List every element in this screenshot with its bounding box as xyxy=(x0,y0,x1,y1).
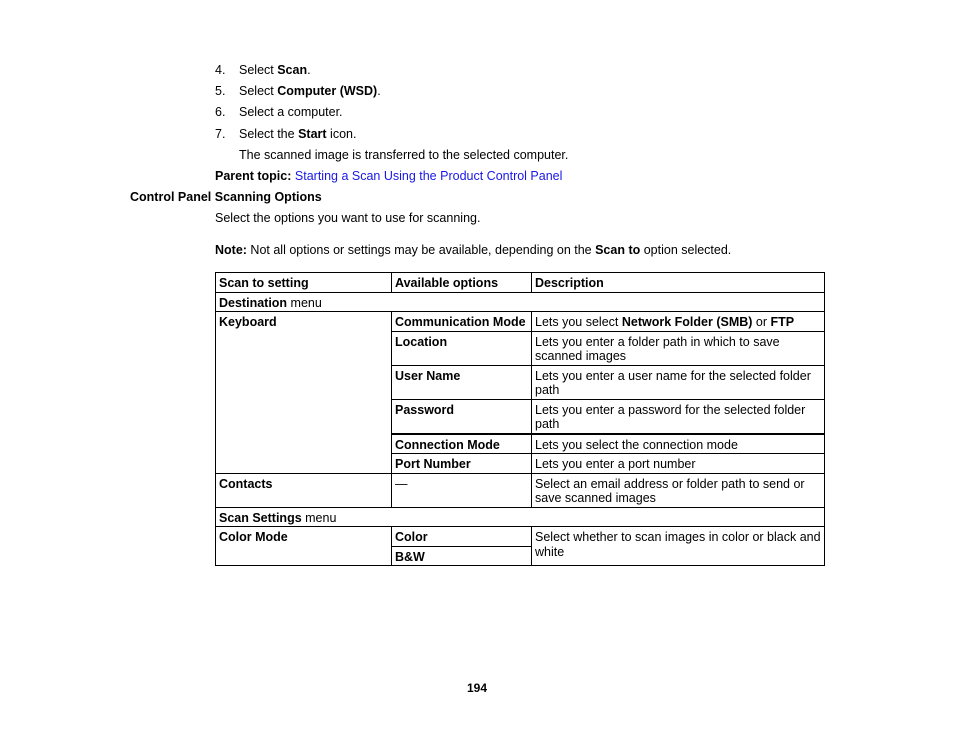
step-text: Select a computer. xyxy=(239,105,343,119)
option-cell: Color xyxy=(392,527,532,547)
option-cell: B&W xyxy=(392,546,532,566)
option-cell: Port Number xyxy=(392,454,532,474)
option-cell: Communication Mode xyxy=(392,312,532,332)
step-number: 4. xyxy=(215,63,226,77)
destination-menu-cell: Destination menu xyxy=(216,292,825,312)
section-heading: Control Panel Scanning Options xyxy=(130,190,322,204)
option-cell: Password xyxy=(392,399,532,434)
step-result-text: The scanned image is transferred to the selected computer. xyxy=(239,148,569,162)
table-header-row xyxy=(216,273,825,293)
note-text: Note: Not all options or settings may be available, depending on the Scan to option selected. xyxy=(215,243,732,257)
parent-topic xyxy=(215,169,562,183)
option-cell: Connection Mode xyxy=(392,434,532,454)
setting-cell: Keyboard xyxy=(216,312,392,474)
step-number: 5. xyxy=(215,84,226,98)
description-cell: Lets you enter a user name for the selected folder path xyxy=(532,365,825,399)
description-cell: Select an email address or folder path to send or save scanned images xyxy=(532,473,825,507)
scan-settings-menu-cell: Scan Settings menu xyxy=(216,507,825,527)
table-header-cell: Available options xyxy=(392,273,532,293)
option-cell: User Name xyxy=(392,365,532,399)
table-header-cell: Scan to setting xyxy=(216,273,392,293)
parent-topic-label: Parent topic: xyxy=(215,169,292,183)
option-cell: — xyxy=(392,473,532,507)
setting-cell: Contacts xyxy=(216,473,392,507)
description-cell: Lets you enter a password for the selected folder path xyxy=(532,399,825,434)
step-text: Select the Start icon. xyxy=(239,127,357,141)
description-cell: Lets you select Network Folder (SMB) or FTP xyxy=(532,312,825,332)
setting-cell: Color Mode xyxy=(216,527,392,566)
table-row xyxy=(216,527,825,547)
scanning-options-table xyxy=(215,272,825,566)
table-row xyxy=(216,312,825,332)
table-group-row xyxy=(216,292,825,312)
step-text: Select Computer (WSD). xyxy=(239,84,381,98)
description-cell: Lets you enter a port number xyxy=(532,454,825,474)
option-cell: Location xyxy=(392,331,532,365)
table-header-cell: Description xyxy=(532,273,825,293)
parent-topic-link[interactable]: Starting a Scan Using the Product Control Panel xyxy=(294,169,563,183)
table-group-row xyxy=(216,507,825,527)
intro-text: Select the options you want to use for scanning. xyxy=(215,211,481,225)
page-number: 194 xyxy=(466,681,488,695)
step-number: 7. xyxy=(215,127,226,141)
description-cell: Lets you enter a folder path in which to save scanned images xyxy=(532,331,825,365)
step-text: Select Scan. xyxy=(239,63,311,77)
description-cell: Select whether to scan images in color or black and white xyxy=(532,527,825,566)
step-number: 6. xyxy=(215,105,226,119)
description-cell: Lets you select the connection mode xyxy=(532,434,825,454)
table-row xyxy=(216,473,825,507)
